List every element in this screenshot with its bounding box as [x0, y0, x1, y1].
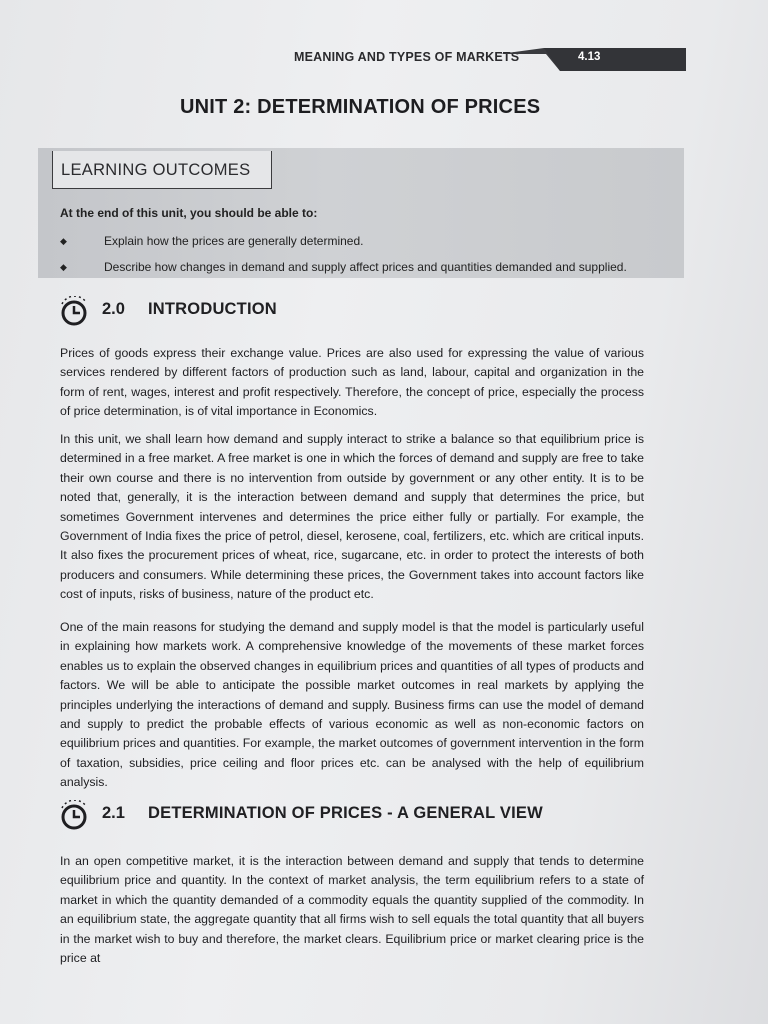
paragraph: Prices of goods express their exchange value. Prices are also used for expressing the value of various services rendered by different factors of production such as land, labour, capital and organization in the form of rent, wages, interest and profit respectively. Therefore, the concept of price, especially the process of price determination, is of vital importance in Economics.: [60, 346, 644, 419]
running-header: [0, 40, 768, 76]
clock-icon: [58, 800, 92, 832]
learning-outcome-text: Explain how the prices are generally determined.: [104, 234, 364, 248]
paragraph: In an open competitive market, it is the interaction between demand and supply that tends to determine equilibrium price and quantity. In the context of market analysis, the term equilibrium refers to a state of market in which the quantity demanded of a commodity equals the quantity supplied of the commodity. In an equilibrium state, the aggregate quantity that all firms wish to sell equals the total quantity that all buyers in the market wish to buy and therefore, the market clears. Equilibrium price or market clearing price is the price at: [60, 854, 644, 966]
page-number-tab: [500, 44, 686, 72]
learning-outcome-text: Describe how changes in demand and supply affect prices and quantities demanded and supplied.: [104, 260, 627, 274]
paragraph: One of the main reasons for studying the demand and supply model is that the model is particularly useful in explaining how markets work. A comprehensive knowledge of the movements of these market forces enables us to explain the observed changes in equilibrium prices and quantities of all types of products and factors. We will be able to anticipate the possible market outcomes in real markets by applying the principles underlying the interactions of demand and supply. Business firms can use the model of demand and supply to predict the probable effects of various economic as well as non-economic factors on equilibrium prices and quantities. For example, the market outcomes of government intervention in the form of taxation, subsidies, price ceiling and floor prices etc. can be analysed with the help of equilibrium analysis.: [60, 620, 644, 790]
running-title: MEANING AND TYPES OF MARKETS: [294, 50, 520, 64]
diamond-bullet-icon: ◆: [60, 236, 67, 246]
section-number: 2.1: [102, 804, 125, 822]
learning-outcomes-heading: LEARNING OUTCOMES: [61, 161, 251, 179]
section-number: 2.0: [102, 300, 125, 318]
diamond-bullet-icon: ◆: [60, 262, 67, 272]
paragraph: In this unit, we shall learn how demand and supply interact to strike a balance so that equilibrium price is determined in a free market. A free market is one in which the forces of demand and supply are free to take their own course and there is no intervention from outside by government or any other entity. It is to be noted that, generally, it is the interaction between demand and supply that determines the price, but sometimes Government intervenes and determines the price either fully or partially. For example, the Government of India fixes the price of petrol, diesel, kerosene, coal, fertilizers, etc. which are critical inputs. It also fixes the procurement prices of wheat, rice, sugarcane, etc. in order to protect the interests of both producers and consumers. While determining these prices, the Government takes into account factors like cost of inputs, risks of business, nature of the product etc.: [60, 432, 644, 602]
clock-icon: [58, 296, 92, 328]
learning-outcomes-intro: At the end of this unit, you should be able to:: [60, 206, 318, 220]
unit-title: UNIT 2: DETERMINATION OF PRICES: [180, 96, 541, 118]
learning-outcomes-heading-box: [52, 151, 272, 189]
section-title: DETERMINATION OF PRICES - A GENERAL VIEW: [148, 804, 543, 822]
section-title: INTRODUCTION: [148, 300, 277, 318]
page-number: 4.13: [578, 51, 601, 63]
